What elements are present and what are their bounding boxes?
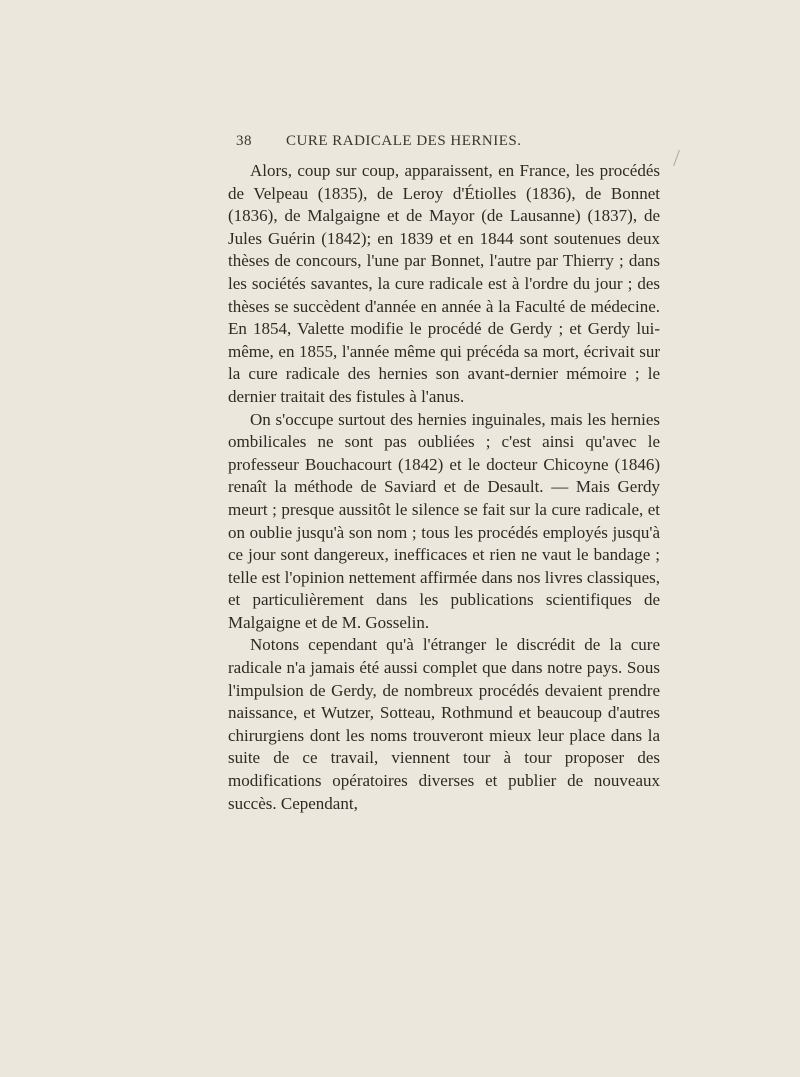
- running-header: [236, 133, 656, 155]
- running-title: CURE RADICALE DES HERNIES.: [286, 133, 522, 149]
- paragraph-2: On s'occupe surtout des hernies inguinales, mais les hernies ombilicales ne sont pas oubliées ; c'est ainsi qu'avec le professeur Bouchacourt (1842) et le docteur Chicoyne (1846) renaît la méthode de Saviard et de Desault. — Mais Gerdy meurt ; presque aussitôt le silence se fait sur la cure radicale, et on oublie jusqu'à son nom ; tous les procédés employés jusqu'à ce jour sont dangereux, inefficaces et rien ne vaut le bandage ; telle est l'opinion nettement affirmée dans nos livres classiques, et particulièrement dans les publications scientifiques de Malgaigne et de M. Gosselin.: [228, 409, 660, 632]
- paragraph-1: Alors, coup sur coup, apparaissent, en France, les procédés de Velpeau (1835), de Leroy d'Étiolles (1836), de Bonnet (1836), de Malgaigne et de Mayor (de Lausanne) (1837), de Jules Guérin (1842); en 1839 et en 1844 sont soutenues deux thèses de concours, l'une par Bonnet, l'autre par Thierry ; dans les sociétés savantes, la cure radicale est à l'ordre du jour ; des thèses se succèdent d'année en année à la Faculté de médecine. En 1854, Valette modifie le procédé de Gerdy ; et Gerdy lui-même, en 1855, l'année même qui précéda sa mort, écrivait sur la cure radicale des hernies son avant-dernier mémoire ; le dernier traitait des fistules à l'anus.: [228, 161, 660, 406]
- page-number: 38: [236, 133, 252, 149]
- paragraph-3: Notons cependant qu'à l'étranger le discrédit de la cure radicale n'a jamais été aussi complet que dans notre pays. Sous l'impulsion de Gerdy, de nombreux procédés devaient prendre naissance, et Wutzer, Sotteau, Rothmund et beaucoup d'autres chirurgiens dont les noms trouveront mieux leur place dans la suite de ce travail, viennent tour à tour proposer des modifications opératoires diverses et publier de nouveaux succès. Cependant,: [228, 635, 660, 813]
- margin-mark: [673, 150, 694, 166]
- body-text: [228, 160, 660, 815]
